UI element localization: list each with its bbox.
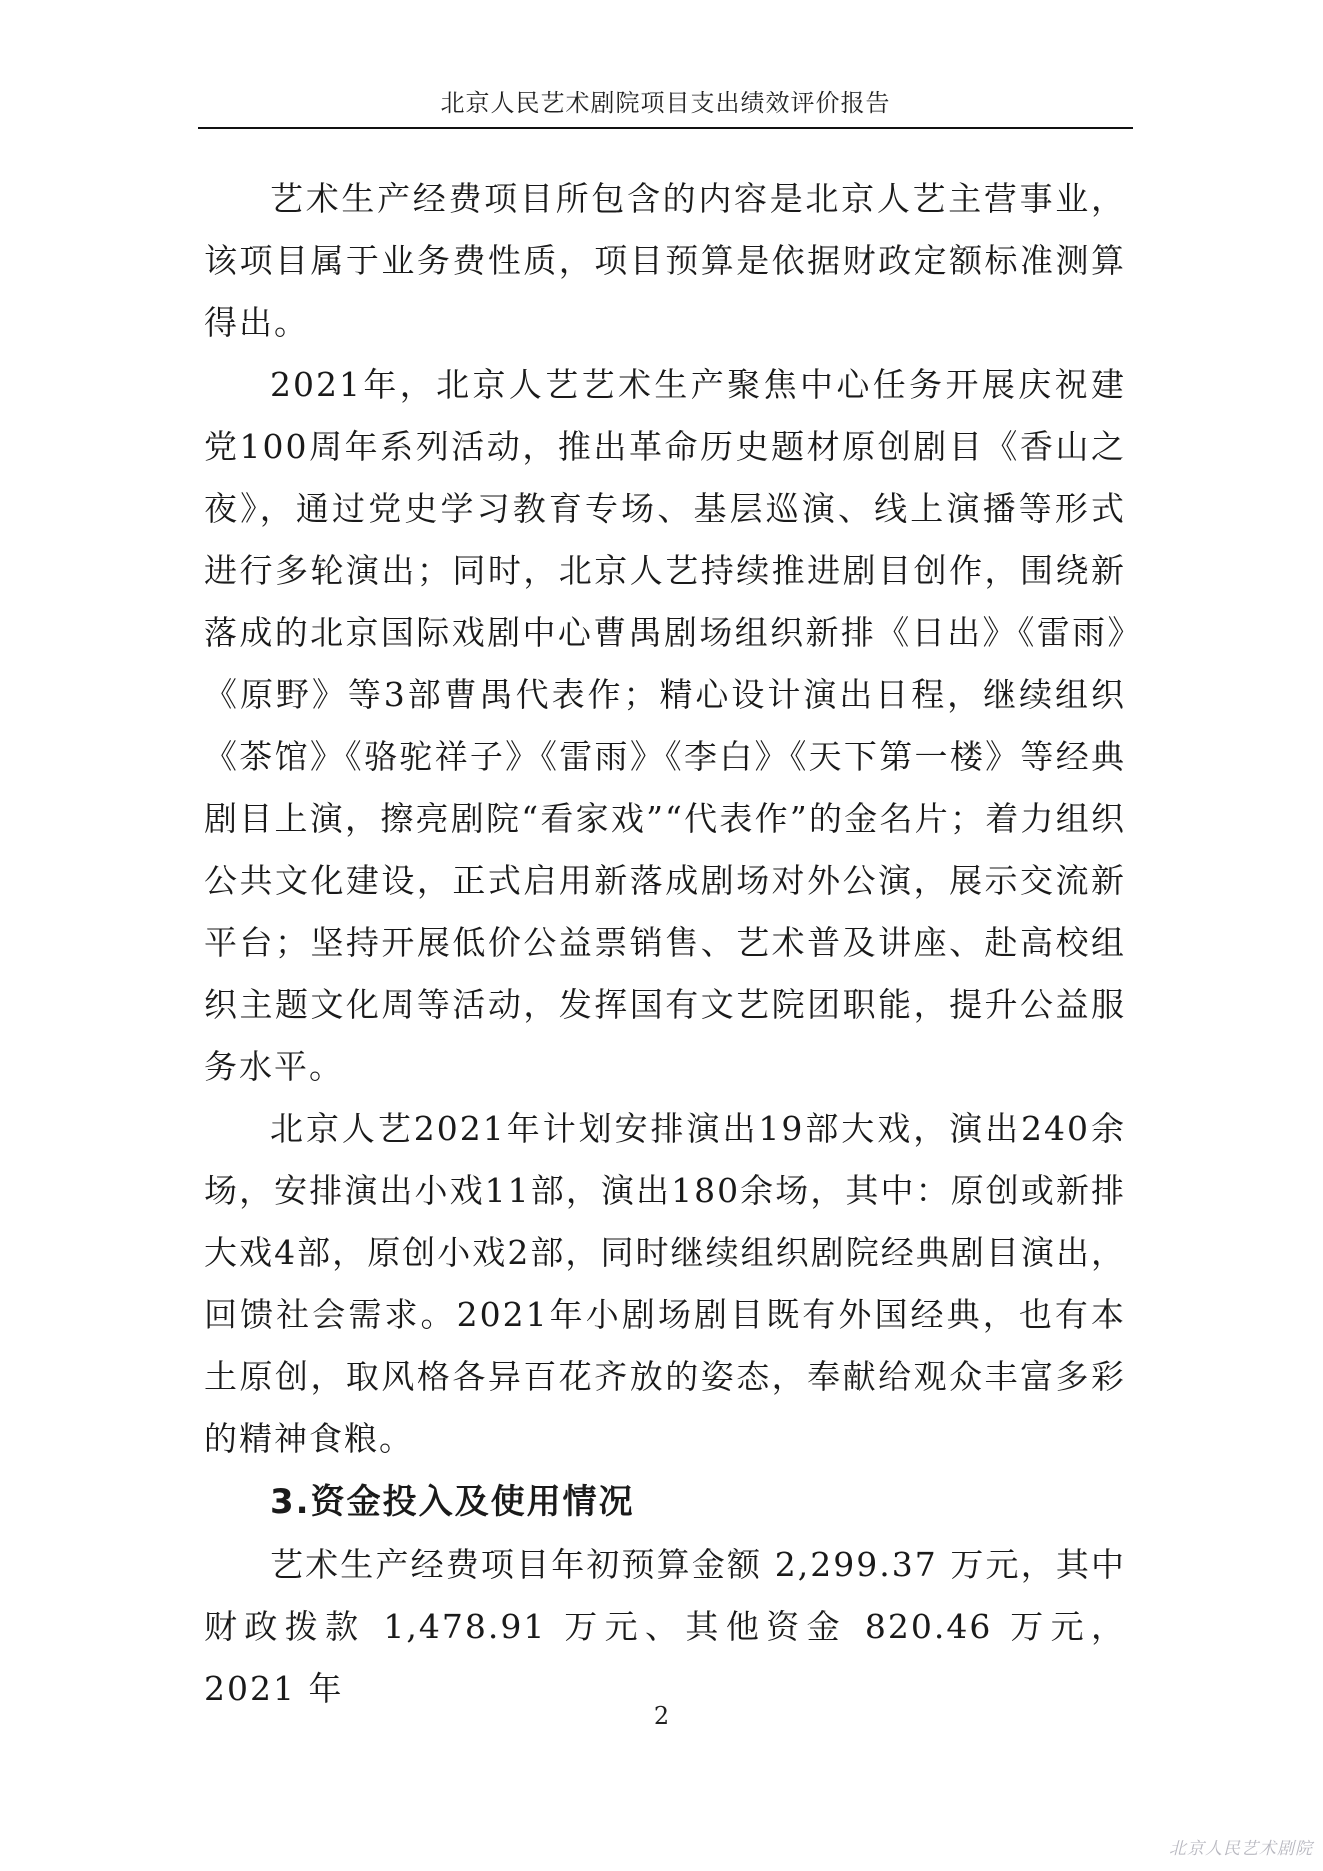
paragraph-funding-details: 艺术生产经费项目年初预算金额 2,299.37 万元，其中财政拨款 1,478.91 万元、其他资金 820.46 万元，2021 年 (204, 1545, 1126, 1708)
body-text (204, 168, 1126, 1720)
header-divider (198, 127, 1133, 129)
page-number: 2 (653, 1702, 670, 1730)
paragraph-2021-activities: 2021年，北京人艺艺术生产聚焦中心任务开展庆祝建党100周年系列活动，推出革命历史题材原创剧目《香山之夜》，通过党史学习教育专场、基层巡演、线上演播等形式进行多轮演出；同时，北京人艺持续推进剧目创作，围绕新落成的北京国际戏剧中心曹禺剧场组织新排《日出》《雷雨》《原野》等3部曹禺代表作；精心设计演出日程，继续组织《茶馆》《骆驼祥子》《雷雨》《李白》《天下第一楼》等经典剧目上演，擦亮剧院“看家戏”“代表作”的金名片；着力组织公共文化建设，正式启用新落成剧场对外公演，展示交流新平台；坚持开展低价公益票销售、艺术普及讲座、赴高校组织主题文化周等活动，发挥国有文艺院团职能，提升公益服务水平。 (204, 365, 1126, 1086)
paragraph-project-content: 艺术生产经费项目所包含的内容是北京人艺主营事业，该项目属于业务费性质，项目预算是依据财政定额标准测算得出。 (204, 179, 1126, 342)
watermark-logo: 北京人民艺术剧院 (1169, 1839, 1313, 1859)
section-heading-funding: 3.资金投入及使用情况 (270, 1482, 635, 1522)
page-header-title: 北京人民艺术剧院项目支出绩效评价报告 (440, 89, 891, 117)
paragraph-performance-plan: 北京人艺2021年计划安排演出19部大戏，演出240余场，安排演出小戏11部，演出180余场，其中：原创或新排大戏4部，原创小戏2部，同时继续组织剧院经典剧目演出，回馈社会需求。2021年小剧场剧目既有外国经典，也有本土原创，取风格各异百花齐放的姿态，奉献给观众丰富多彩的精神食粮。 (204, 1109, 1126, 1458)
